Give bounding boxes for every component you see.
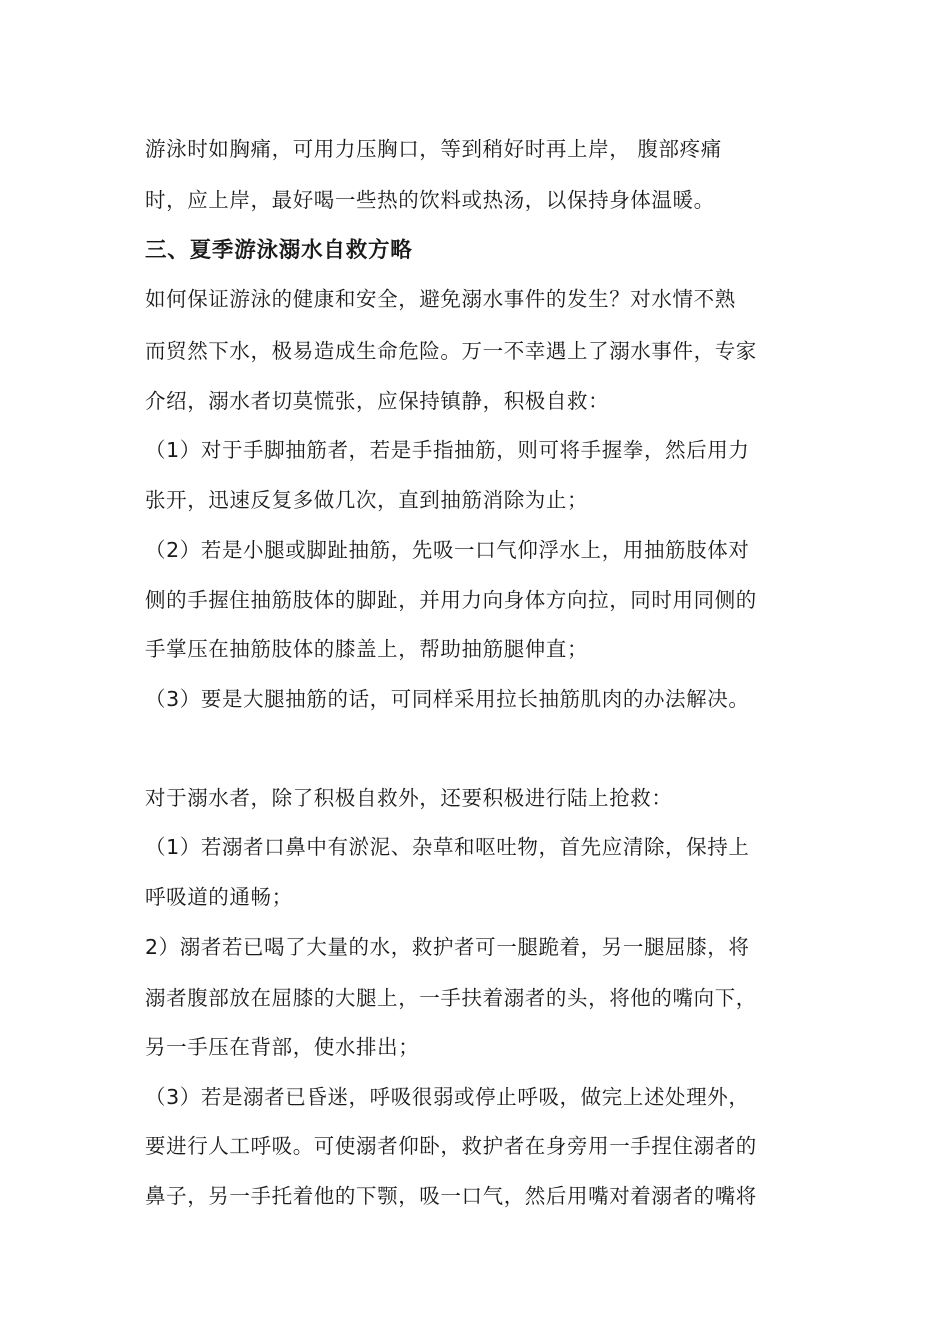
section-heading: 三、夏季游泳溺水自救方略 [145,238,413,263]
list-item-land-rescue-2-line-3: 另一手压在背部，使水排出； [145,1035,420,1059]
list-item-self-rescue-2-line-2: 侧的手握住抽筋肢体的脚趾，并用力向身体方向拉，同时用同侧的 [145,588,757,612]
paragraph-line-intro-1: 如何保证游泳的健康和安全，避免溺水事件的发生？对水情不熟 [145,287,736,311]
list-item-self-rescue-2-line-3: 手掌压在抽筋肢体的膝盖上，帮助抽筋腿伸直； [145,637,589,661]
list-item-land-rescue-3-line-3: 鼻子，另一手托着他的下颚，吸一口气，然后用嘴对着溺者的嘴将 [145,1184,757,1208]
list-item-land-rescue-2-line-2: 溺者腹部放在屈膝的大腿上，一手扶着溺者的头，将他的嘴向下， [145,986,757,1010]
list-item-land-rescue-3-line-2: 要进行人工呼吸。可使溺者仰卧，救护者在身旁用一手捏住溺者的 [145,1134,757,1158]
paragraph-line-intro-3: 介绍，溺水者切莫慌张，应保持镇静，积极自救： [145,389,610,413]
list-item-self-rescue-1-line-2: 张开，迅速反复多做几次，直到抽筋消除为止； [145,488,589,512]
list-item-self-rescue-3: （3）要是大腿抽筋的话，可同样采用拉长抽筋肌肉的办法解决。 [145,687,750,711]
list-item-self-rescue-1-line-1: （1）对于手脚抽筋者，若是手指抽筋，则可将手握拳，然后用力 [145,438,750,462]
paragraph-line-land-rescue: 对于溺水者，除了积极自救外，还要积极进行陆上抢救： [145,786,673,810]
paragraph-line-chest-pain: 游泳时如胸痛，可用力压胸口，等到稍好时再上岸， 腹部疼痛 [145,137,722,161]
paragraph-line-keep-warm: 时，应上岸，最好喝一些热的饮料或热汤，以保持身体温暖。 [145,188,715,212]
list-item-land-rescue-3-line-1: （3）若是溺者已昏迷，呼吸很弱或停止呼吸，做完上述处理外， [145,1085,750,1109]
list-item-land-rescue-1-line-2: 呼吸道的通畅； [145,885,293,909]
list-item-land-rescue-2-line-1: 2）溺者若已喝了大量的水，救护者可一腿跪着，另一腿屈膝，将 [145,935,750,959]
list-item-land-rescue-1-line-1: （1）若溺者口鼻中有淤泥、杂草和呕吐物，首先应清除，保持上 [145,835,750,859]
list-item-self-rescue-2-line-1: （2）若是小腿或脚趾抽筋，先吸一口气仰浮水上，用抽筋肢体对 [145,538,750,562]
paragraph-line-intro-2: 而贸然下水，极易造成生命危险。万一不幸遇上了溺水事件，专家 [145,339,757,363]
